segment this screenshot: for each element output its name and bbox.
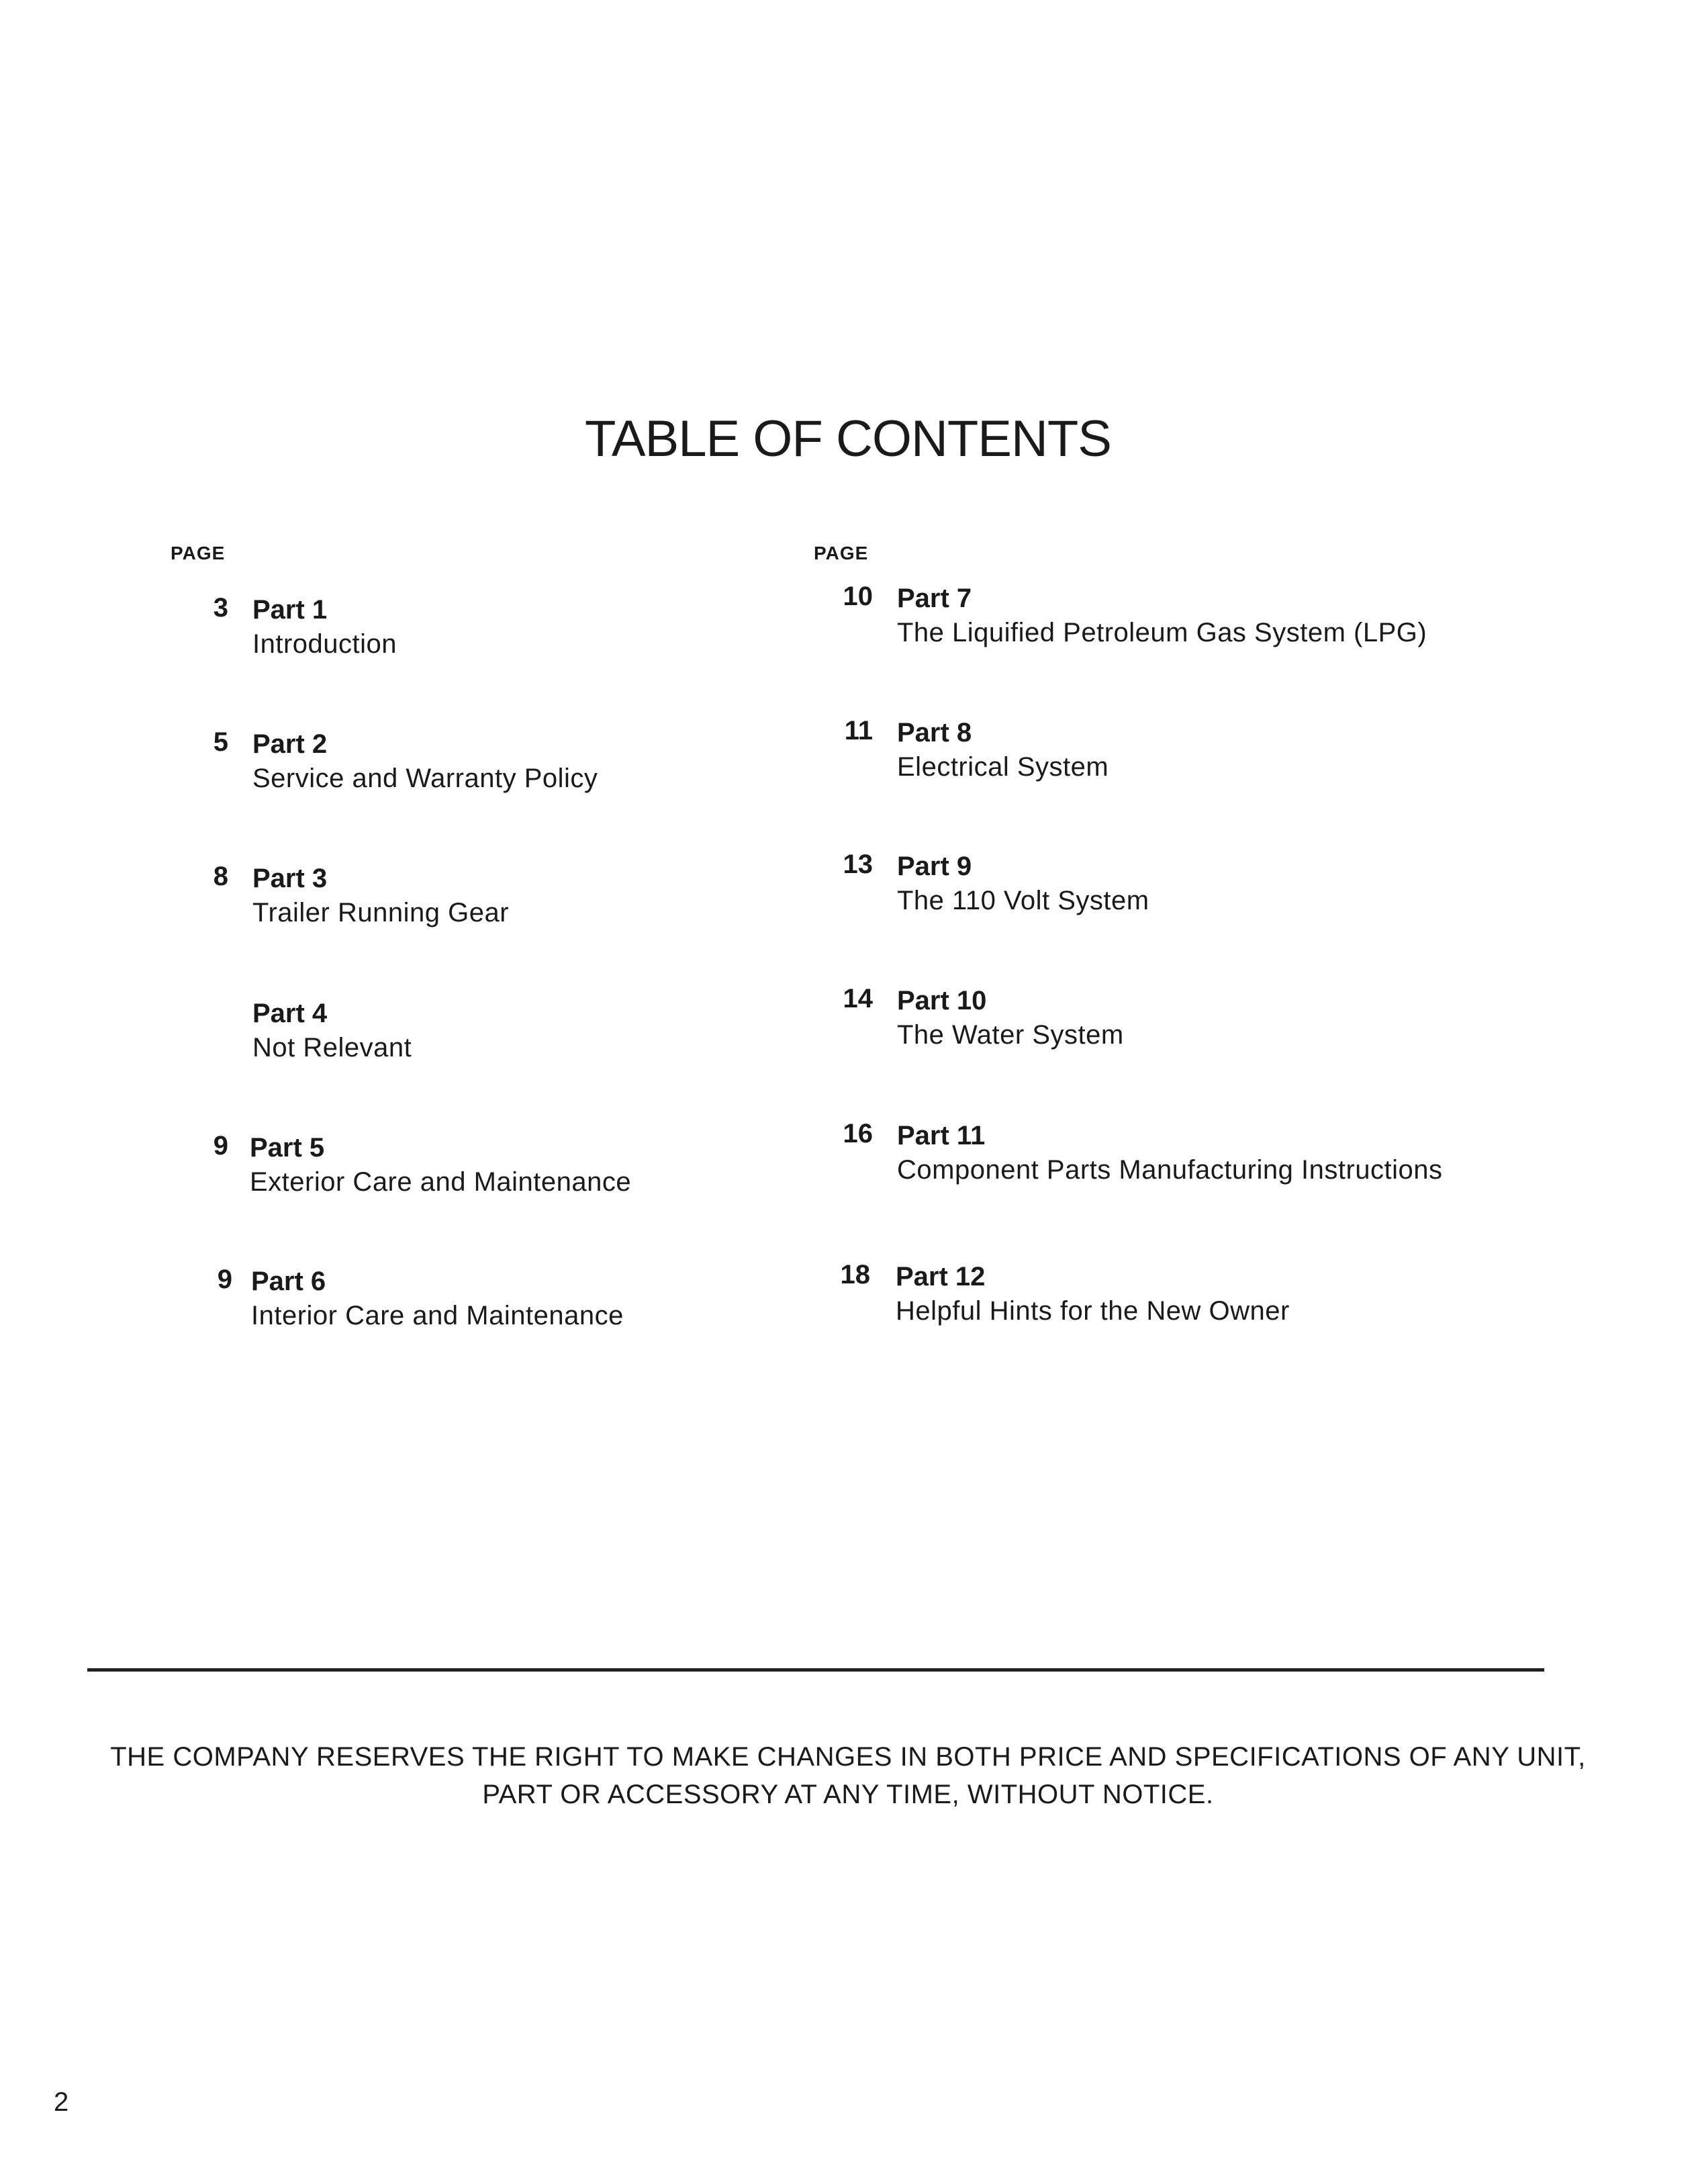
page-number-ref: 16 — [843, 1119, 873, 1148]
page-number-ref: 10 — [843, 582, 873, 611]
part-label: Part 4 — [252, 999, 328, 1028]
part-description: Interior Care and Maintenance — [251, 1301, 624, 1330]
part-label: Part 1 — [252, 595, 328, 625]
page-number-ref: 18 — [840, 1260, 870, 1289]
part-description: Component Parts Manufacturing Instructions — [897, 1155, 1443, 1185]
toc-entry-part-6 — [217, 1265, 624, 1333]
part-label: Part 7 — [897, 584, 972, 613]
page-title: TABLE OF CONTENTS — [585, 410, 1111, 467]
toc-entry-part-9 — [843, 850, 1149, 918]
part-description: Exterior Care and Maintenance — [250, 1167, 632, 1197]
part-label: Part 5 — [250, 1133, 325, 1163]
toc-entry-part-10 — [843, 984, 1124, 1052]
part-description: The Liquified Petroleum Gas System (LPG) — [897, 618, 1427, 647]
page-number-ref: 8 — [213, 862, 228, 891]
page-number-ref: 9 — [213, 1131, 228, 1161]
toc-entry-part-5 — [213, 1131, 632, 1199]
right-page-column-header: PAGE — [814, 543, 869, 563]
page-number: 2 — [54, 2087, 69, 2117]
page-number-ref: 13 — [843, 850, 873, 879]
page-number-ref: 5 — [213, 727, 228, 757]
part-description: The 110 Volt System — [897, 886, 1149, 915]
part-label: Part 10 — [897, 986, 987, 1015]
toc-entry-part-3 — [213, 862, 510, 930]
page-number-ref: 3 — [213, 593, 228, 623]
part-description: Electrical System — [897, 752, 1109, 782]
disclaimer-notice — [40, 1738, 1656, 1813]
part-description: Not Relevant — [252, 1033, 412, 1062]
part-description: Trailer Running Gear — [252, 898, 510, 927]
part-label: Part 3 — [252, 864, 328, 893]
part-description: The Water System — [897, 1020, 1124, 1050]
page-number-ref: 11 — [844, 716, 873, 745]
toc-entry-part-1 — [213, 593, 397, 662]
disclaimer-line-2: PART OR ACCESSORY AT ANY TIME, WITHOUT NOTICE. — [482, 1780, 1214, 1809]
toc-entry-part-7 — [843, 582, 1427, 650]
part-label: Part 9 — [897, 852, 972, 881]
disclaimer-line-1: THE COMPANY RESERVES THE RIGHT TO MAKE CHANGES IN BOTH PRICE AND SPECIFICATIONS OF ANY UNIT, — [110, 1742, 1586, 1772]
part-label: Part 6 — [251, 1267, 326, 1296]
toc-entry-part-2 — [213, 727, 598, 796]
horizontal-divider — [87, 1668, 1544, 1672]
toc-entry-part-12 — [840, 1260, 1290, 1328]
toc-entry-part-8 — [844, 716, 1109, 784]
part-label: Part 2 — [252, 729, 328, 759]
part-label: Part 12 — [896, 1262, 986, 1291]
part-description: Helpful Hints for the New Owner — [896, 1296, 1290, 1326]
toc-entry-part-4 — [252, 997, 412, 1065]
toc-entry-part-11 — [843, 1119, 1443, 1187]
page-number-ref: 14 — [843, 984, 873, 1013]
part-label: Part 11 — [897, 1121, 986, 1150]
page-number-ref: 9 — [217, 1265, 232, 1294]
part-description: Service and Warranty Policy — [252, 764, 598, 793]
part-description: Introduction — [252, 629, 397, 659]
part-label: Part 8 — [897, 718, 972, 747]
left-page-column-header: PAGE — [171, 543, 226, 563]
